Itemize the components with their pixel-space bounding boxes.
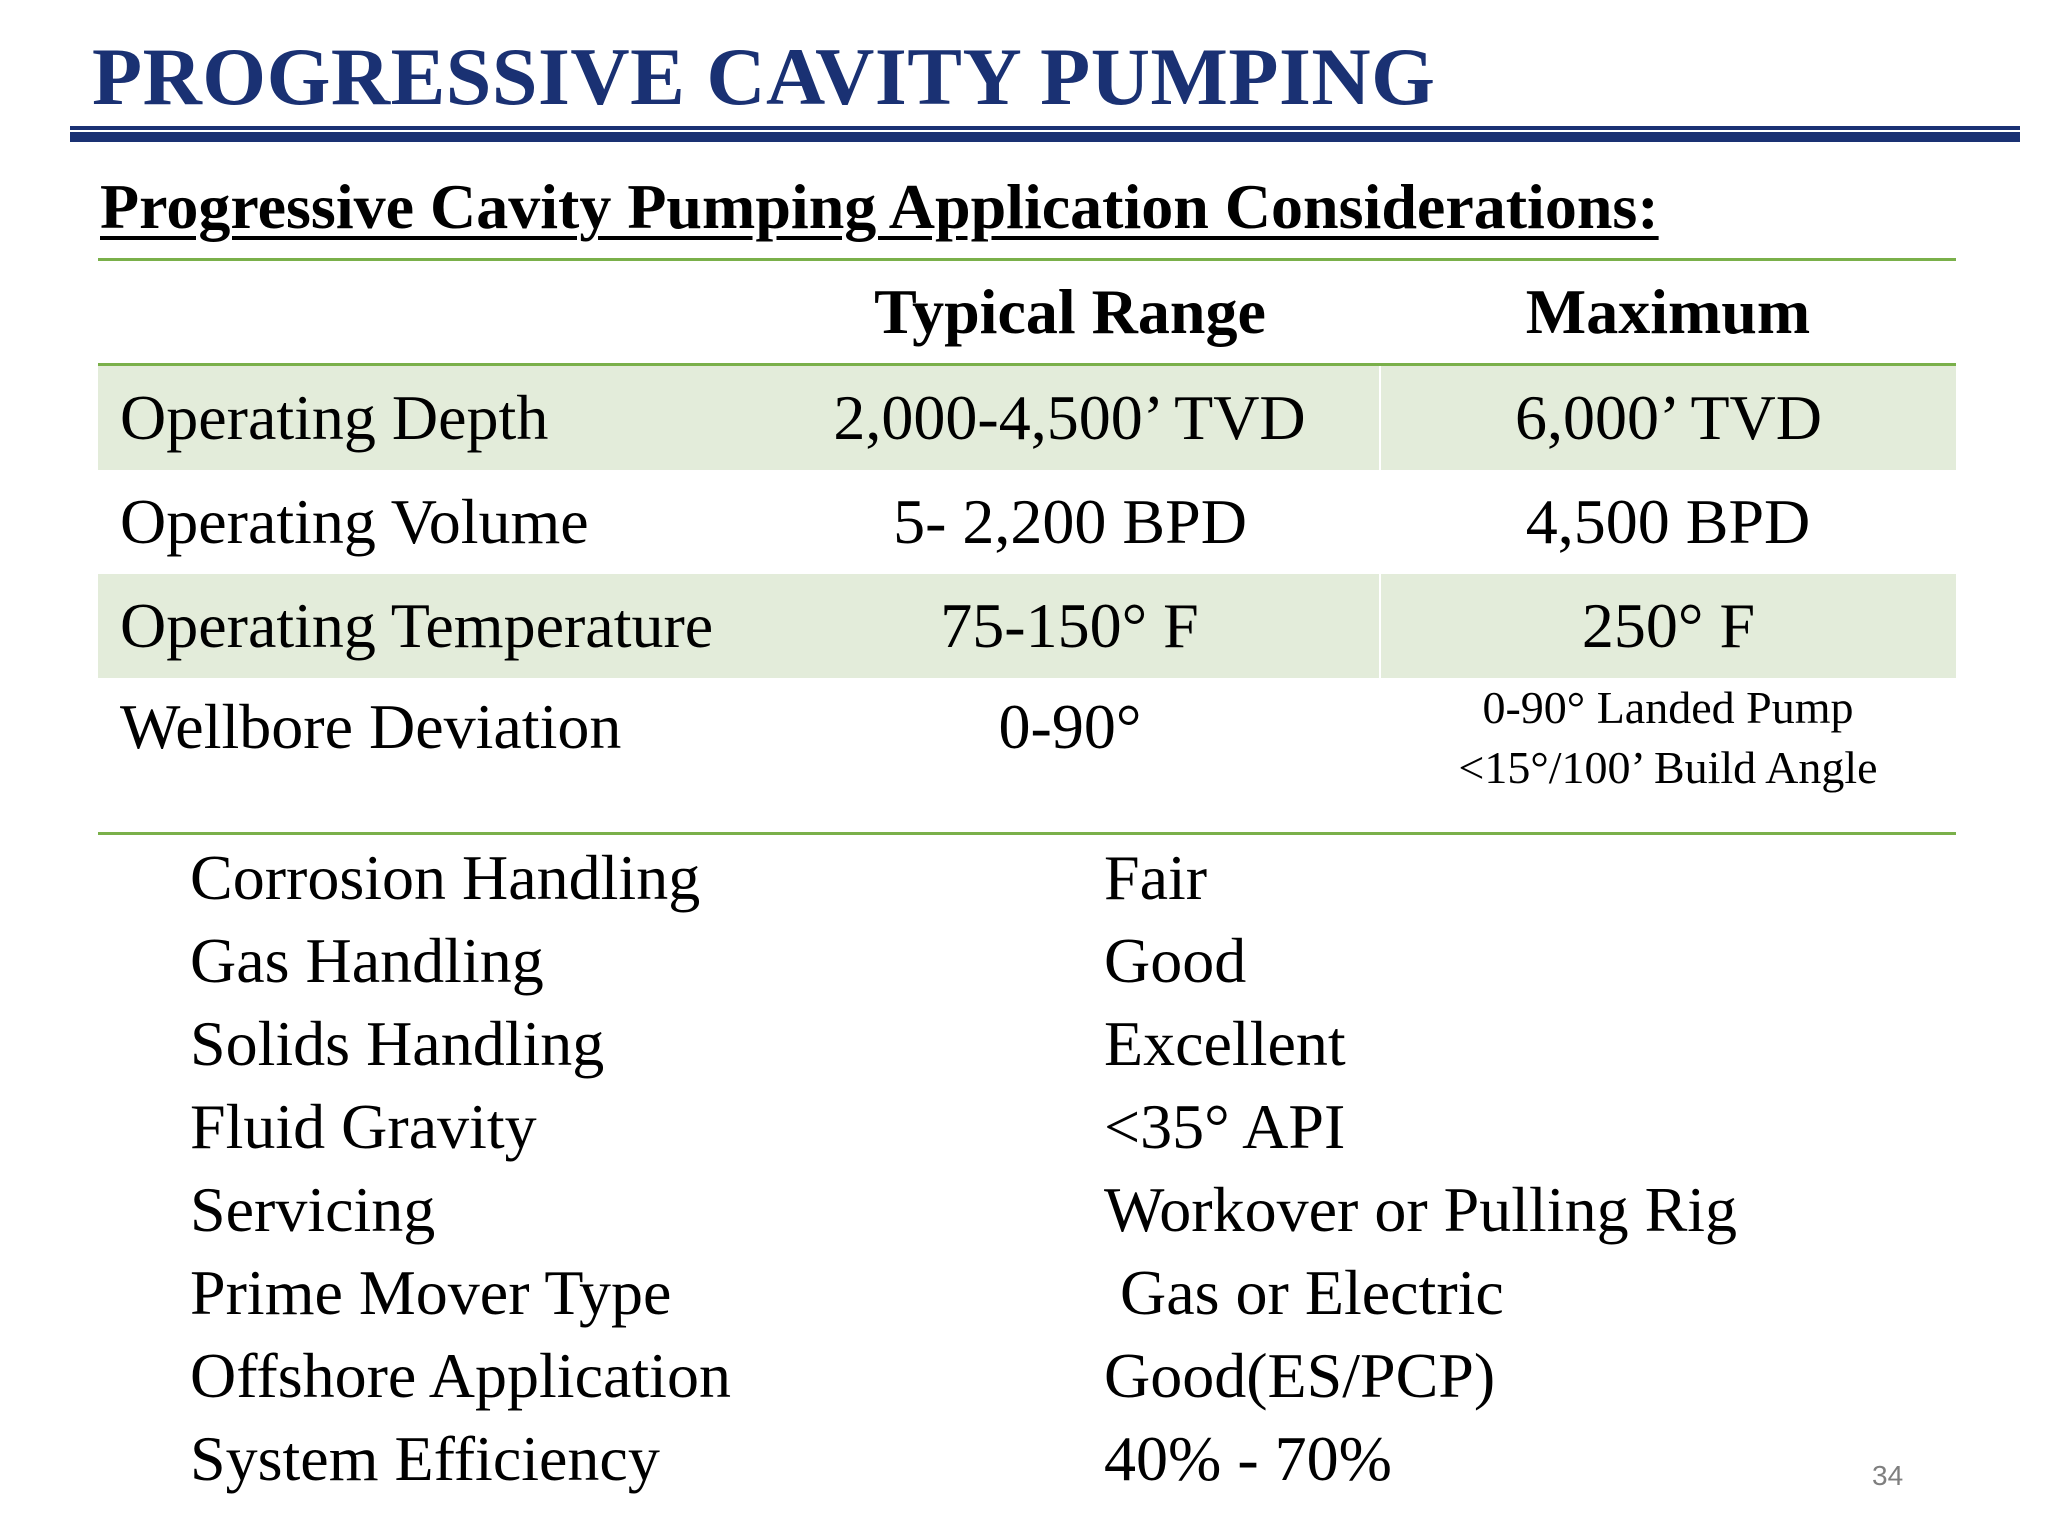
page-number: 34 [1872, 1460, 1904, 1491]
list-item [190, 1002, 1890, 1085]
table-row [98, 678, 1956, 834]
row-maximum-line-2: <15°/100’ Build Angle [1458, 742, 1878, 793]
property-value: Workover or Pulling Rig [1104, 1174, 1738, 1245]
list-item [190, 1334, 1890, 1417]
property-value: Fair [1104, 842, 1208, 913]
property-label: Fluid Gravity [190, 1091, 537, 1162]
list-item [190, 1251, 1890, 1334]
property-label: Gas Handling [190, 925, 544, 996]
table-row [98, 574, 1956, 678]
property-value: Gas or Electric [1104, 1257, 1504, 1328]
table-row [98, 365, 1956, 471]
list-item [190, 919, 1890, 1002]
row-maximum-line-1: 0-90° Landed Pump [1482, 682, 1854, 733]
property-value: Good(ES/PCP) [1104, 1340, 1496, 1411]
list-item [190, 1085, 1890, 1168]
properties-list [190, 836, 1890, 1500]
row-parameter: Operating Depth [98, 365, 760, 471]
property-value: Good [1104, 925, 1247, 996]
row-parameter: Wellbore Deviation [120, 691, 622, 762]
property-value: 40% - 70% [1104, 1423, 1392, 1494]
row-parameter: Operating Temperature [98, 574, 760, 678]
property-label: Solids Handling [190, 1008, 605, 1079]
list-item [190, 1168, 1890, 1251]
row-parameter: Operating Volume [120, 486, 589, 557]
title-rule-thick [70, 132, 2020, 142]
property-label: Offshore Application [190, 1340, 731, 1411]
list-item [190, 1417, 1890, 1500]
row-typical: 2,000-4,500’ TVD [760, 365, 1380, 471]
title-rule-thin [70, 126, 2020, 130]
slide-title: PROGRESSIVE CAVITY PUMPING [92, 31, 1436, 122]
row-maximum: 4,500 BPD [1525, 486, 1811, 557]
slide-subtitle: Progressive Cavity Pumping Application Considerations: [100, 171, 1659, 242]
list-item [190, 836, 1890, 919]
row-maximum: 250° F [1380, 574, 1956, 678]
row-maximum: 6,000’ TVD [1380, 365, 1956, 471]
header-maximum: Maximum [1525, 276, 1811, 347]
range-table [98, 258, 1956, 835]
property-label: Servicing [190, 1174, 436, 1245]
header-parameter [98, 260, 760, 365]
row-typical: 75-150° F [760, 574, 1380, 678]
property-label: Corrosion Handling [190, 842, 701, 913]
table-row [98, 470, 1956, 574]
property-label: System Efficiency [190, 1423, 660, 1494]
property-value: <35° API [1104, 1091, 1346, 1162]
row-typical: 5- 2,200 BPD [893, 486, 1247, 557]
property-label: Prime Mover Type [190, 1257, 672, 1328]
table-header-row [98, 260, 1956, 365]
header-typical-range: Typical Range [874, 276, 1266, 347]
row-typical: 0-90° [998, 691, 1142, 762]
row-maximum [1380, 678, 1956, 834]
property-value: Excellent [1104, 1008, 1346, 1079]
